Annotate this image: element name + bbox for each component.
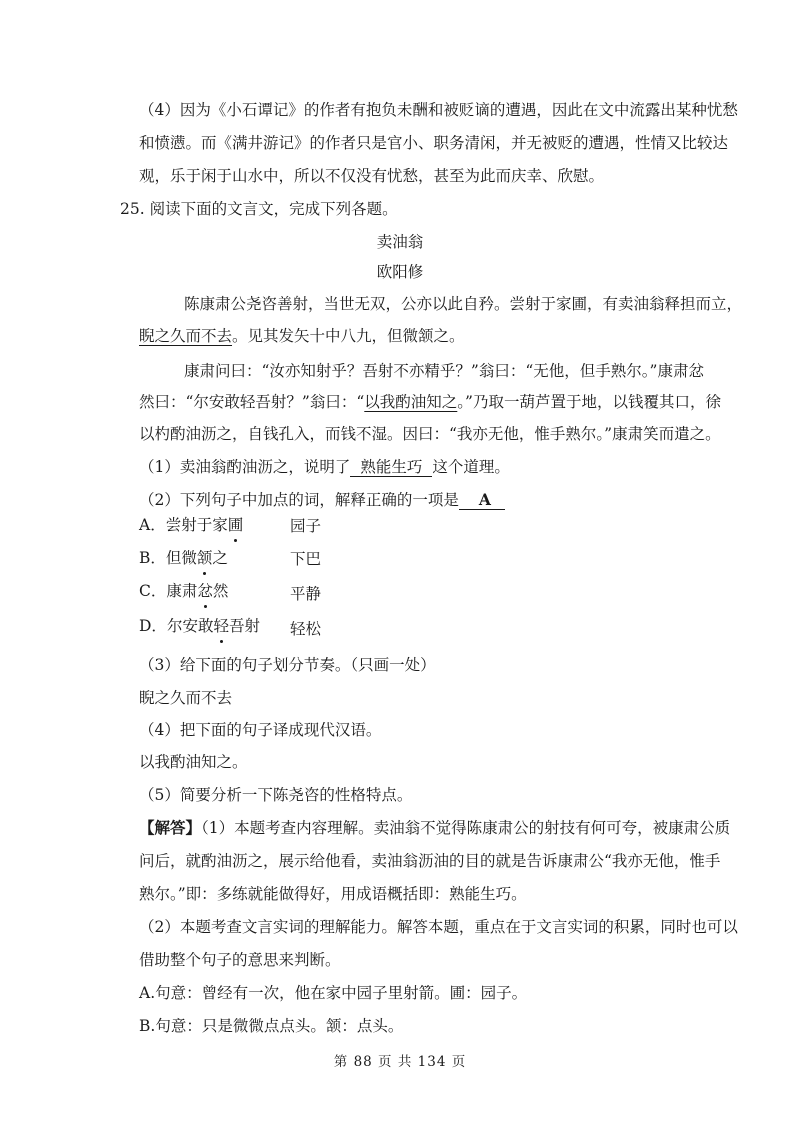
answer-1-line-2: 问后，就酌油沥之，展示给他看，卖油翁沥油的目的就是告诉康肃公“我亦无他，惟手 [139,852,721,870]
answer-2-option-a: A.句意：曾经有一次，他在家中园子里射箭。圃：园子。 [139,984,528,1002]
question-prompt: 阅读下面的文言文，完成下列各题。 [149,200,398,218]
option-c [139,581,228,601]
underlined-sentence-2: 以我酌油知之 [364,393,458,411]
passage-p1-line-1: 陈康肃公尧咨善射，当世无双，公亦以此自矜。尝射于家圃，有卖油翁释担而立， [184,295,743,313]
passage-title: 卖油翁 [376,233,424,251]
option-d-pre: 尔安敢 [166,617,214,635]
answer-2-option-b: B.句意：只是微微点点头。颔：点头。 [139,1017,404,1035]
q2-answer-blank: A [459,491,505,510]
answer-2-line-1: （2）本题考查文言实词的理解能力。解答本题，重点在于文言实词的积累，同时也可以 [139,918,738,936]
passage-p2-line-1: 康肃问曰：“汝亦知射乎？吾射不亦精乎？”翁曰：“无他，但手熟尔。”康肃忿 [184,362,704,380]
q1-answer-blank: 熟能生巧 [350,458,432,477]
sub-question-3-sentence: 睨之久而不去 [139,689,233,707]
page-number-footer: 第 88 页 共 134 页 [333,1054,467,1070]
option-c-label: C． [139,582,167,600]
passage-p1-line-2-rest: 。见其发矢十中八九，但微颔之。 [232,327,465,345]
option-a-pre: 尝射于家 [165,516,228,534]
option-c-pre: 康肃 [166,582,198,600]
option-d-dotted-word: 轻 [213,617,229,635]
option-c-post: 然 [212,582,229,600]
sub-question-1 [139,457,510,477]
sub-question-4: （4）把下面的句子译成现代汉语。 [139,721,382,739]
answer-2-line-2: 借助整个句子的意思来判断。 [139,951,341,969]
question-number: 25. [120,200,145,218]
option-a-meaning: 园子 [290,517,322,535]
underlined-sentence-1: 睨之久而不去 [139,327,233,345]
answer-1-line-1 [139,818,730,838]
q2-text: （2）下列句子中加点的词，解释正确的一项是 [139,491,459,509]
option-d [139,616,260,636]
sub-question-5: （5）简要分析一下陈尧咨的性格特点。 [139,786,413,804]
option-c-dotted-word: 忿 [197,582,213,600]
option-a [139,515,243,535]
answer-1-line-3: 熟尔。”即：多练就能做得好，用成语概括即：熟能生巧。 [139,885,527,903]
sub-question-4-sentence: 以我酌油知之。 [139,753,248,771]
answer-1-line-1-text: （1）本题考查内容理解。卖油翁不觉得陈康肃公的射技有何可夸，被康肃公质 [201,819,731,837]
option-a-dotted-word: 圃 [227,516,244,534]
answer-tag: 【解答】 [139,818,202,837]
option-b-pre: 但微 [165,549,197,567]
option-d-label: D． [139,617,167,635]
prev-answer-line-3: 观，乐于闲于山水中，所以不仅没有忧愁，甚至为此而庆幸、欣慰。 [139,167,605,185]
option-a-label: A． [139,516,166,534]
option-d-meaning: 轻松 [290,620,322,638]
q1-text-a: （1）卖油翁酌油沥之，说明了 [139,458,351,476]
prev-answer-line-2: 和愤懑。而《满井游记》的作者只是官小、职务清闲，并无被贬的遭遇，性情又比较达 [139,134,729,152]
passage-p2-line-3: 以杓酌油沥之，自钱孔入，而钱不湿。因曰：“我亦无他，惟手熟尔。”康肃笑而遣之。 [139,425,721,443]
sub-question-2 [139,490,505,510]
passage-p2-line-2-a: 然曰：“尔安敢轻吾射？”翁曰：“ [139,393,365,411]
sub-question-3: （3）给下面的句子划分节奏。（只画一处） [139,656,436,674]
question-header [120,199,398,219]
prev-answer-line-1: （4）因为《小石谭记》的作者有抱负未酬和被贬谪的遭遇，因此在文中流露出某种忧愁 [139,101,738,119]
option-b [139,548,228,568]
option-b-post: 之 [212,549,228,567]
passage-author: 欧阳修 [376,263,424,281]
option-b-dotted-word: 颔 [196,549,213,567]
passage-p1-line-2 [139,326,465,346]
q1-text-b: 这个道理。 [432,458,510,476]
passage-p2-line-2-b: 。”乃取一葫芦置于地，以钱覆其口，徐 [457,393,721,411]
option-b-meaning: 下巴 [290,550,322,568]
option-d-post: 吾射 [228,617,260,635]
option-c-meaning: 平静 [290,585,322,603]
option-b-label: B． [139,549,166,567]
passage-p2-line-2 [139,392,721,412]
